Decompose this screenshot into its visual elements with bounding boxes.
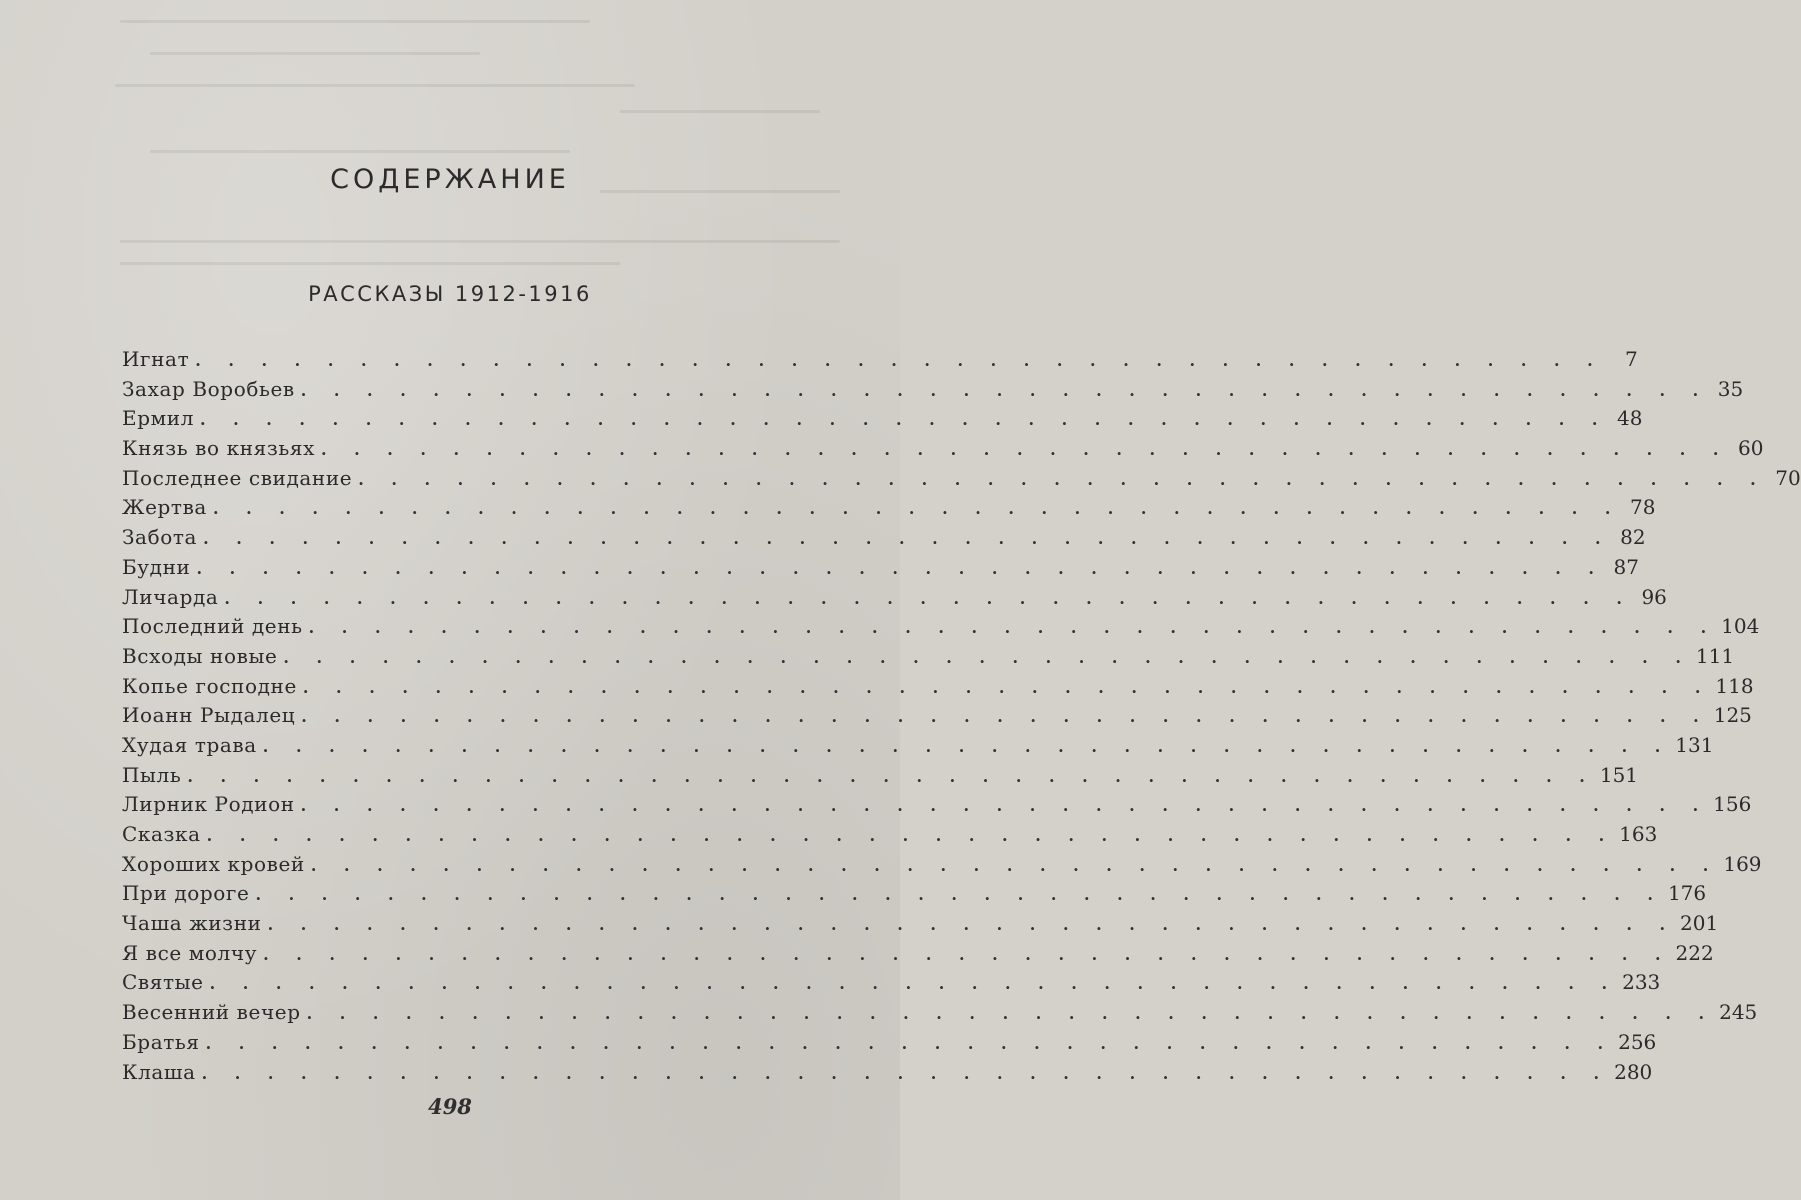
leader-dots: . . . . . . . . . . . . . . . . . . . . . . . . . . . . . . . . . . . . . . . . . . . — [187, 766, 1596, 786]
toc-entry — [122, 464, 1801, 494]
toc-entry-page: 111 — [1695, 643, 1735, 668]
toc-entry-page: 163 — [1619, 822, 1658, 846]
leader-dots: . . . . . . . . . . . . . . . . . . . . . . . . . . . . . . . . . . . . . . . . . . . — [358, 469, 1767, 489]
show-through-line — [150, 52, 480, 55]
toc-entry-title: Лирник Родион — [122, 792, 295, 817]
leader-dots: . . . . . . . . . . . . . . . . . . . . . . . . . . . . . . . . . . . . . . . . . . . — [200, 410, 1609, 430]
leader-dots: . . . . . . . . . . . . . . . . . . . . . . . . . . . . . . . . . . . . . . . . . . . — [195, 351, 1604, 370]
leader-dots: . . . . . . . . . . . . . . . . . . . . . . . . . . . . . . . . . . . . . . . . . . . — [209, 974, 1619, 994]
toc-entry-page: 87 — [1613, 554, 1639, 579]
toc-entry — [122, 672, 1754, 702]
toc-entry-page: 151 — [1599, 762, 1639, 787]
toc-entry-page: 78 — [1630, 495, 1656, 520]
toc-entry-title: Худая трава — [122, 732, 257, 757]
toc-entry-title: Захар Воробьев — [122, 376, 295, 401]
toc-entry-title: Забота — [122, 525, 198, 550]
leader-dots: . . . . . . . . . . . . . . . . . . . . . . . . . . . . . . . . . . . . . . . . . . . — [267, 915, 1677, 935]
toc-entry-page: 118 — [1715, 673, 1754, 698]
toc-entry-page: 245 — [1719, 1000, 1758, 1025]
toc-entry-title: Сказка — [122, 822, 201, 846]
toc-entry-title: Братья — [122, 1029, 200, 1054]
leader-dots: . . . . . . . . . . . . . . . . . . . . . . . . . . . . . . . . . . . . . . . . . . . — [262, 736, 1672, 756]
leader-dots: . . . . . . . . . . . . . . . . . . . . . . . . . . . . . . . . . . . . . . . . . . . — [206, 826, 1616, 845]
toc-entry — [122, 1028, 1657, 1058]
toc-entry-page: 35 — [1717, 376, 1744, 401]
toc-entry — [122, 939, 1714, 969]
show-through-line — [120, 240, 840, 243]
leader-dots: . . . . . . . . . . . . . . . . . . . . . . . . . . . . . . . . . . . . . . . . . . . — [283, 647, 1692, 667]
toc-entry-page: 169 — [1723, 851, 1762, 876]
toc-entry-title: Князь во князьях — [122, 436, 315, 461]
toc-entry-title: Чаша жизни — [122, 911, 262, 936]
toc-entry-page: 104 — [1721, 614, 1760, 639]
toc-entry — [122, 998, 1758, 1028]
toc-entry — [122, 434, 1764, 464]
toc-entry — [122, 404, 1643, 434]
leader-dots: . . . . . . . . . . . . . . . . . . . . . . . . . . . . . . . . . . . . . . . . . . . — [310, 855, 1720, 875]
leader-dots: . . . . . . . . . . . . . . . . . . . . . . . . . . . . . . . . . . . . . . . . . . . — [320, 440, 1730, 460]
toc-entry — [122, 909, 1719, 939]
toc-entry — [122, 612, 1760, 642]
show-through-line — [115, 84, 635, 87]
leader-dots: . . . . . . . . . . . . . . . . . . . . . . . . . . . . . . . . . . . . . . . . . . . — [224, 588, 1633, 608]
toc-entry-title: Копье господне — [122, 673, 297, 698]
toc-entry — [122, 553, 1639, 583]
toc-entry-page: 125 — [1713, 703, 1752, 728]
leader-dots: . . . . . . . . . . . . . . . . . . . . . . . . . . . . . . . . . . . . . . . . . . . — [263, 944, 1672, 964]
toc-entry-page: 156 — [1713, 792, 1752, 817]
toc-entry-title: Жертва — [122, 495, 207, 520]
toc-entry-title: Ермил — [122, 406, 194, 431]
leader-dots: . . . . . . . . . . . . . . . . . . . . . . . . . . . . . . . . . . . . . . . . . . . — [308, 618, 1718, 638]
leader-dots: . . . . . . . . . . . . . . . . . . . . . . . . . . . . . . . . . . . . . . . . . . . — [300, 796, 1710, 816]
show-through-line — [120, 20, 590, 23]
toc-entry-title: Будни — [122, 554, 191, 579]
toc-entry — [122, 879, 1707, 909]
toc-entry — [122, 583, 1667, 613]
toc-entry-page: 233 — [1622, 970, 1661, 995]
leader-dots: . . . . . . . . . . . . . . . . . . . . . . . . . . . . . . . . . . . . . . . . . . . — [302, 677, 1712, 697]
toc-entry-page: 201 — [1680, 911, 1719, 936]
toc-entry — [122, 790, 1752, 820]
toc-entry-page: 280 — [1614, 1059, 1653, 1084]
toc-entry — [122, 731, 1714, 761]
toc-entry — [122, 850, 1762, 880]
toc-entry-page: 70 — [1775, 465, 1801, 490]
toc-entry-page: 60 — [1738, 436, 1764, 461]
toc-entry-title: Пыль — [122, 762, 182, 787]
toc-entry — [122, 968, 1661, 998]
toc-entry — [122, 642, 1735, 672]
toc-entry — [122, 375, 1744, 405]
table-of-contents — [122, 345, 1801, 1087]
show-through-line — [150, 150, 570, 153]
leader-dots: . . . . . . . . . . . . . . . . . . . . . . . . . . . . . . . . . . . . . . . . . . . — [205, 1033, 1615, 1053]
leader-dots: . . . . . . . . . . . . . . . . . . . . . . . . . . . . . . . . . . . . . . . . . . . — [255, 885, 1664, 905]
section-heading: РАССКАЗЫ 1912-1916 — [308, 282, 592, 306]
toc-entry — [122, 523, 1646, 553]
page-number: 498 — [428, 1094, 472, 1119]
toc-entry-title: Личарда — [122, 584, 219, 609]
toc-entry-title: Иоанн Рыдалец — [122, 703, 296, 728]
toc-entry-page: 82 — [1620, 525, 1646, 550]
leader-dots: . . . . . . . . . . . . . . . . . . . . . . . . . . . . . . . . . . . . . . . . . . . — [203, 529, 1612, 549]
toc-entry-title: Всходы новые — [122, 643, 278, 668]
toc-entry-page: 48 — [1617, 406, 1643, 431]
leader-dots: . . . . . . . . . . . . . . . . . . . . . . . . . . . . . . . . . . . . . . . . . . . — [300, 380, 1710, 400]
leader-dots: . . . . . . . . . . . . . . . . . . . . . . . . . . . . . . . . . . . . . . . . . . . — [301, 707, 1710, 727]
page-title: СОДЕРЖАНИЕ — [330, 164, 570, 195]
toc-entry-title: Хороших кровей — [122, 851, 305, 876]
toc-entry — [122, 701, 1752, 731]
toc-entry-page: 131 — [1675, 732, 1714, 757]
toc-entry-page: 222 — [1675, 940, 1714, 965]
toc-entry-title: При дороге — [122, 881, 250, 906]
toc-entry-page: 176 — [1667, 881, 1707, 906]
leader-dots: . . . . . . . . . . . . . . . . . . . . . . . . . . . . . . . . . . . . . . . . . . . — [306, 1004, 1716, 1024]
leader-dots: . . . . . . . . . . . . . . . . . . . . . . . . . . . . . . . . . . . . . . . . . . . — [201, 1063, 1611, 1083]
toc-entry-title: Последний день — [122, 614, 303, 639]
toc-entry-page: 7 — [1625, 347, 1638, 371]
toc-entry-page: 256 — [1618, 1029, 1657, 1054]
show-through-line — [620, 110, 820, 113]
show-through-line — [120, 262, 620, 265]
toc-entry — [122, 345, 1638, 375]
leader-dots: . . . . . . . . . . . . . . . . . . . . . . . . . . . . . . . . . . . . . . . . . . . — [196, 558, 1605, 578]
toc-entry-title: Святые — [122, 970, 204, 995]
toc-entry-title: Клаша — [122, 1059, 196, 1084]
toc-entry-title: Игнат — [122, 347, 190, 371]
toc-entry-title: Последнее свидание — [122, 465, 353, 490]
toc-entry-title: Я все молчу — [122, 940, 258, 965]
toc-entry — [122, 1058, 1653, 1088]
toc-entry — [122, 493, 1656, 523]
toc-entry — [122, 820, 1658, 850]
leader-dots: . . . . . . . . . . . . . . . . . . . . . . . . . . . . . . . . . . . . . . . . . . . — [212, 499, 1622, 519]
toc-entry-title: Весенний вечер — [122, 1000, 301, 1025]
toc-entry-page: 96 — [1641, 584, 1667, 609]
toc-entry — [122, 761, 1639, 791]
